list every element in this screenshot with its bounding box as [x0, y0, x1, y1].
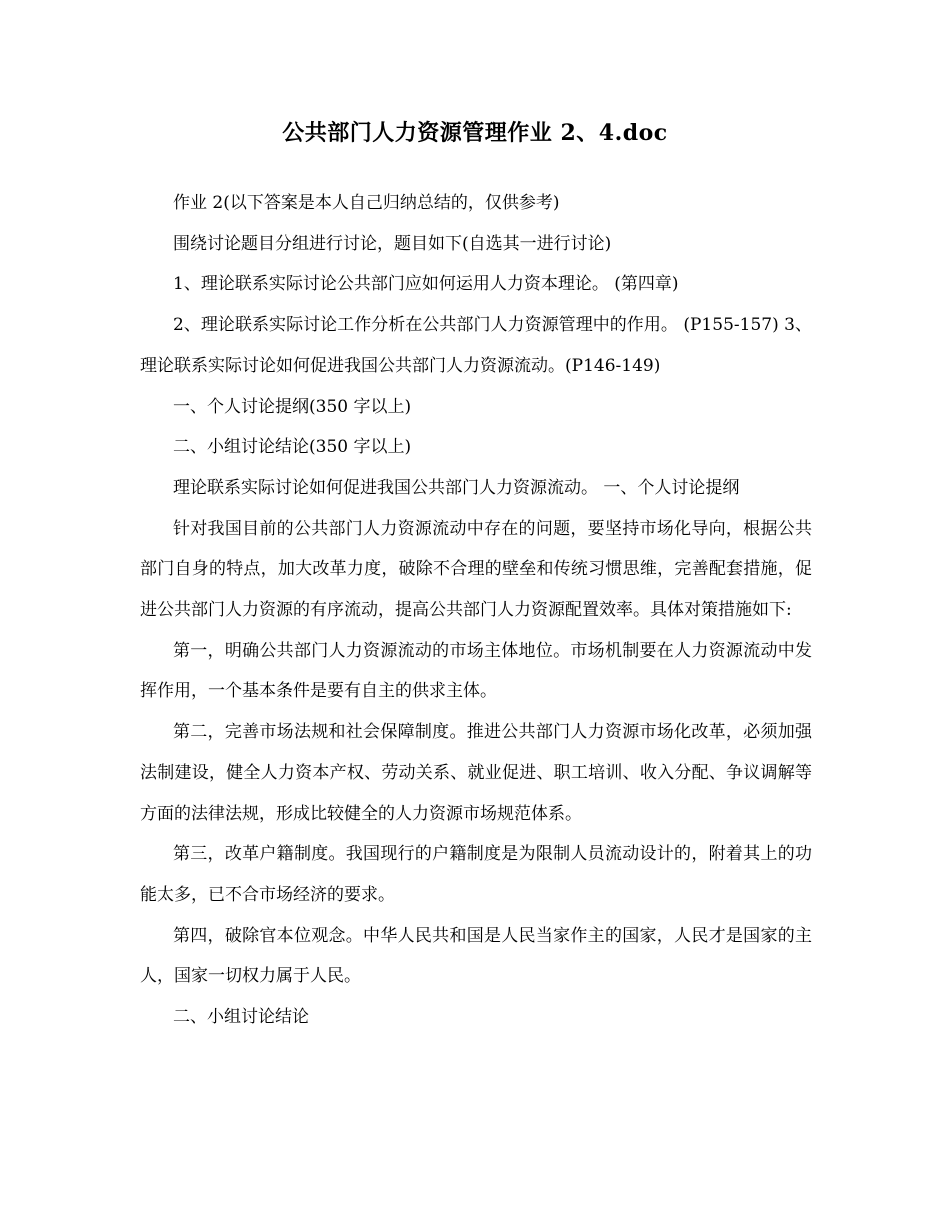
- document-title: 公共部门人力资源管理作业 2、4.doc: [282, 120, 668, 146]
- paragraph-topic-1: 1、理论联系实际讨论公共部门应如何运用人力资本理论。 (第四章): [173, 274, 679, 295]
- paragraph-topic-2-3: 2、理论联系实际讨论工作分析在公共部门人力资源管理中的作用。 (P155-157) 3、理论联系实际讨论如何促进我国公共部门人力资源流动。(P146-149): [140, 315, 812, 376]
- paragraph-measure-2: 第二，完善市场法规和社会保障制度。推进公共部门人力资源市场化改革，必须加强法制建设，健全人力资本产权、劳动关系、就业促进、职工培训、收入分配、争议调解等方面的法律法规，形成比较健全的人力资源市场规范体系。: [140, 722, 812, 824]
- paragraph-outline-heading: 一、个人讨论提纲(350 字以上): [173, 396, 412, 417]
- paragraph-overview: 针对我国目前的公共部门人力资源流动中存在的问题，要坚持市场化导向，根据公共部门自身的特点，加大改革力度，破除不合理的壁垒和传统习惯思维，完善配套措施，促进公共部门人力资源的有序流动，提高公共部门人力资源配置效率。具体对策措施如下:: [140, 518, 812, 621]
- paragraph-measure-1: 第一，明确公共部门人力资源流动的市场主体地位。市场机制要在人力资源流动中发挥作用，一个基本条件是要有自主的供求主体。: [140, 640, 812, 702]
- paragraph-assignment-note: 作业 2(以下答案是本人自己归纳总结的，仅供参考): [173, 193, 560, 213]
- paragraph-conclusion-heading: 二、小组讨论结论(350 字以上): [173, 437, 412, 458]
- paragraph-group-conclusion: 二、小组讨论结论: [173, 1007, 309, 1028]
- paragraph-discussion-intro: 围绕讨论题目分组进行讨论，题目如下(自选其一进行讨论): [173, 233, 612, 254]
- document-body: [140, 183, 812, 1038]
- paragraph-measure-3: 第三，改革户籍制度。我国现行的户籍制度是为限制人员流动设计的，附着其上的功能太多，已不合市场经济的要求。: [140, 844, 812, 905]
- paragraph-chosen-topic: 理论联系实际讨论如何促进我国公共部门人力资源流动。 一、个人讨论提纲: [173, 477, 740, 498]
- paragraph-measure-4: 第四，破除官本位观念。中华人民共和国是人民当家作主的国家，人民才是国家的主人，国家一切权力属于人民。: [140, 925, 812, 987]
